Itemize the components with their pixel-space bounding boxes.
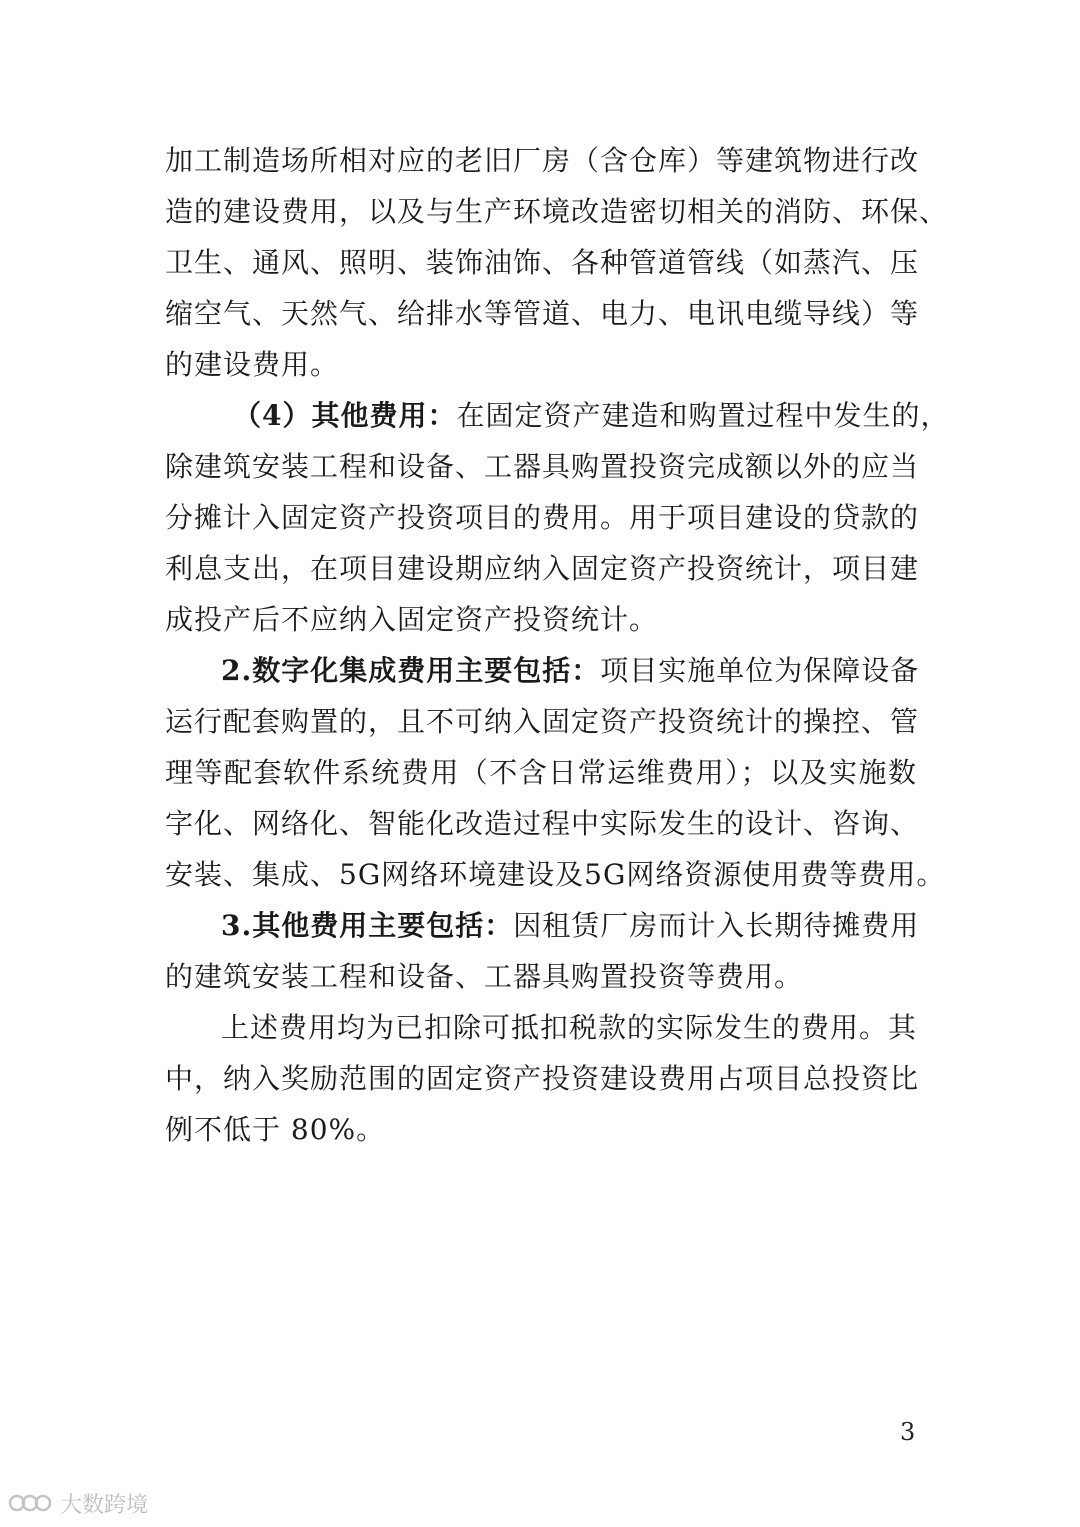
paragraph-first-line: 上述费用均为已扣除可抵扣税款的实际发生的费用。其 <box>221 1011 918 1044</box>
text-line: 安装、集成、5G网络环境建设及5G网络资源使用费等费用。 <box>165 858 946 891</box>
text-run: 因租赁厂房而计入长期待摊费用 <box>513 909 920 942</box>
paragraph-first-line <box>165 900 920 951</box>
text-line: 中，纳入奖励范围的固定资产投资建设费用占项目总投资比 <box>165 1062 920 1095</box>
text-line: 缩空气、天然气、给排水等管道、电力、电讯电缆导线）等 <box>165 297 920 330</box>
text-line: 卫生、通风、照明、装饰油饰、各种管道管线（如蒸汽、压 <box>165 246 920 279</box>
text-run: 项目实施单位为保障设备 <box>600 654 920 687</box>
text-line: 的建设费用。 <box>165 348 340 381</box>
text-line: 理等配套软件系统费用（不含日常运维费用）；以及实施数 <box>165 756 917 789</box>
watermark-text: 大数跨境 <box>60 1492 149 1518</box>
text-line: 加工制造场所相对应的老旧厂房（含仓库）等建筑物进行改 <box>165 144 920 177</box>
text-run: 在固定资产建造和购置过程中发生的， <box>456 399 950 432</box>
text-line: 分摊计入固定资产投资项目的费用。用于项目建设的贷款的 <box>165 501 920 534</box>
section-heading: 3.其他费用主要包括： <box>221 909 514 942</box>
logo-icon <box>8 1490 54 1516</box>
section-heading: （4）其他费用： <box>233 399 457 432</box>
text-line: 利息支出，在项目建设期应纳入固定资产投资统计，项目建 <box>165 552 920 585</box>
text-line: 除建筑安装工程和设备、工器具购置投资完成额以外的应当 <box>165 450 920 483</box>
text-line: 字化、网络化、智能化改造过程中实际发生的设计、咨询、 <box>165 807 920 840</box>
document-body <box>165 135 950 1155</box>
watermark <box>8 1488 148 1518</box>
text-line: 运行配套购置的，且不可纳入固定资产投资统计的操控、管 <box>165 705 920 738</box>
text-line: 成投产后不应纳入固定资产投资统计。 <box>165 603 659 636</box>
paragraph-first-line <box>165 390 950 441</box>
section-heading: 2.数字化集成费用主要包括： <box>221 654 601 687</box>
paragraph-first-line <box>165 645 920 696</box>
text-line: 例不低于 80%。 <box>165 1113 386 1146</box>
page-number: 3 <box>900 1418 916 1446</box>
text-line: 的建筑安装工程和设备、工器具购置投资等费用。 <box>165 960 804 993</box>
text-line: 造的建设费用，以及与生产环境改造密切相关的消防、环保、 <box>165 195 949 228</box>
